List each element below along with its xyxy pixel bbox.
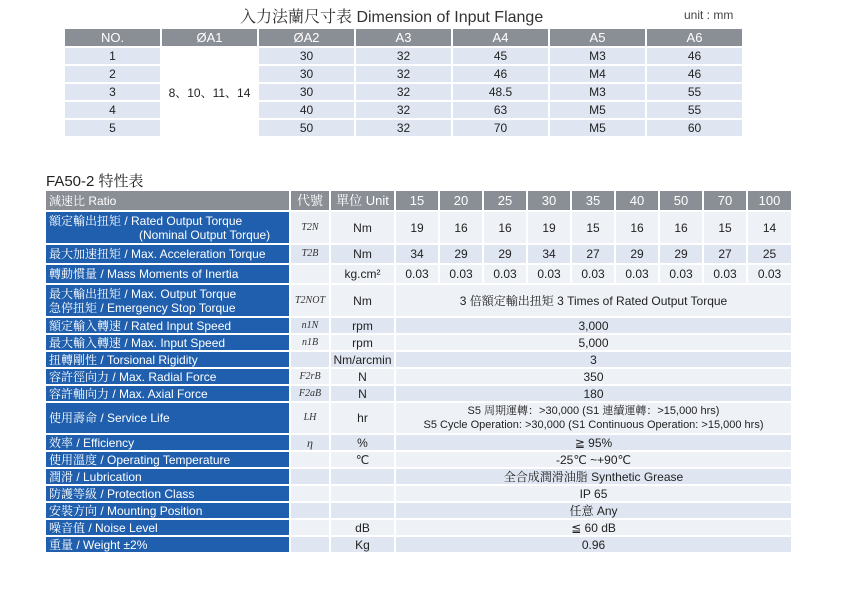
row-label: 潤滑 / Lubrication bbox=[45, 468, 290, 485]
cell-a6: 60 bbox=[646, 119, 743, 137]
cell-a6: 46 bbox=[646, 47, 743, 65]
row-label: 使用溫度 / Operating Temperature bbox=[45, 451, 290, 468]
cell-a1-merged: 8、10、11、14 bbox=[161, 47, 258, 137]
header-ratio-value: 30 bbox=[527, 190, 571, 211]
symbol-cell bbox=[290, 502, 330, 519]
cell-a3: 32 bbox=[355, 65, 452, 83]
spec-row-max-torque bbox=[45, 284, 792, 317]
spec-row-noise bbox=[45, 519, 792, 536]
symbol-cell bbox=[290, 468, 330, 485]
service-life-line1: S5 周期運轉：>30,000 (S1 連續運轉：>15,000 hrs) bbox=[467, 405, 720, 417]
row-label: 使用壽命 / Service Life bbox=[45, 402, 290, 434]
symbol-cell bbox=[290, 351, 330, 368]
unit-cell bbox=[330, 468, 395, 485]
cell-a3: 32 bbox=[355, 119, 452, 137]
spec-row-rated-torque bbox=[45, 211, 792, 244]
row-label: 扭轉剛性 / Torsional Rigidity bbox=[45, 351, 290, 368]
cell-a4: 70 bbox=[452, 119, 549, 137]
cell-no: 3 bbox=[64, 83, 161, 101]
col-header-a4: A4 bbox=[452, 28, 549, 47]
symbol-cell bbox=[290, 485, 330, 502]
value-cell: 0.03 bbox=[439, 264, 483, 284]
unit-cell: Nm/arcmin bbox=[330, 351, 395, 368]
value-cell: 0.03 bbox=[395, 264, 439, 284]
value-cell: 25 bbox=[747, 244, 792, 264]
value-cell: 15 bbox=[703, 211, 747, 244]
col-header-a2: ØA2 bbox=[258, 28, 355, 47]
spec-row-axial-force bbox=[45, 385, 792, 402]
spec-table-title: FA50-2 特性表 bbox=[46, 173, 144, 190]
unit-cell bbox=[330, 502, 395, 519]
unit-cell: kg.cm² bbox=[330, 264, 395, 284]
cell-a5: M3 bbox=[549, 83, 646, 101]
value-cell: 0.03 bbox=[483, 264, 527, 284]
row-label: 容許軸向力 / Max. Axial Force bbox=[45, 385, 290, 402]
value-cell-merged: IP 65 bbox=[395, 485, 792, 502]
cell-a2: 30 bbox=[258, 83, 355, 101]
symbol-cell: F2aB bbox=[290, 385, 330, 402]
row-label-line2: 急停扭矩 / Emergency Stop Torque bbox=[49, 300, 236, 315]
value-cell-merged: 3 倍額定輸出扭矩 3 Times of Rated Output Torque bbox=[395, 284, 792, 317]
symbol-cell: n1N bbox=[290, 317, 330, 334]
symbol-cell: T2NOT bbox=[290, 284, 330, 317]
service-life-line2: S5 Cycle Operation: >30,000 (S1 Continuous Operation: >15,000 hrs) bbox=[423, 419, 764, 431]
row-label-line1: 最大輸出扭矩 / Max. Output Torque bbox=[49, 286, 237, 301]
unit-cell bbox=[330, 485, 395, 502]
cell-a2: 30 bbox=[258, 47, 355, 65]
cell-a3: 32 bbox=[355, 101, 452, 119]
symbol-cell bbox=[290, 536, 330, 553]
spec-row-accel-torque bbox=[45, 244, 792, 264]
spec-table bbox=[44, 189, 793, 554]
value-cell-merged: ≦ 60 dB bbox=[395, 519, 792, 536]
cell-a3: 32 bbox=[355, 47, 452, 65]
cell-a4: 48.5 bbox=[452, 83, 549, 101]
header-ratio-value: 100 bbox=[747, 190, 792, 211]
cell-a5: M5 bbox=[549, 119, 646, 137]
header-symbol: 代號 bbox=[290, 190, 330, 211]
symbol-cell: F2rB bbox=[290, 368, 330, 385]
value-cell-merged: 0.96 bbox=[395, 536, 792, 553]
unit-cell: N bbox=[330, 368, 395, 385]
unit-cell: rpm bbox=[330, 317, 395, 334]
header-ratio: 減速比 Ratio bbox=[45, 190, 290, 211]
value-cell: 0.03 bbox=[571, 264, 615, 284]
header-ratio-value: 50 bbox=[659, 190, 703, 211]
row-label bbox=[45, 211, 290, 244]
value-cell: 29 bbox=[483, 244, 527, 264]
unit-cell: Nm bbox=[330, 211, 395, 244]
col-header-a5: A5 bbox=[549, 28, 646, 47]
symbol-cell bbox=[290, 519, 330, 536]
symbol-cell: LH bbox=[290, 402, 330, 434]
unit-cell: rpm bbox=[330, 334, 395, 351]
row-label: 效率 / Efficiency bbox=[45, 434, 290, 451]
value-cell: 15 bbox=[571, 211, 615, 244]
header-ratio-value: 35 bbox=[571, 190, 615, 211]
cell-no: 4 bbox=[64, 101, 161, 119]
flange-dimension-table bbox=[63, 27, 744, 138]
cell-a5: M4 bbox=[549, 65, 646, 83]
symbol-cell: T2B bbox=[290, 244, 330, 264]
symbol-cell: n1B bbox=[290, 334, 330, 351]
spec-row-efficiency bbox=[45, 434, 792, 451]
table-row bbox=[64, 47, 743, 65]
cell-a2: 40 bbox=[258, 101, 355, 119]
spec-row-radial-force bbox=[45, 368, 792, 385]
cell-a2: 30 bbox=[258, 65, 355, 83]
row-label bbox=[45, 284, 290, 317]
unit-cell: Nm bbox=[330, 244, 395, 264]
row-label: 安裝方向 / Mounting Position bbox=[45, 502, 290, 519]
value-cell-merged: 3 bbox=[395, 351, 792, 368]
value-cell: 16 bbox=[439, 211, 483, 244]
value-cell: 27 bbox=[571, 244, 615, 264]
cell-a4: 46 bbox=[452, 65, 549, 83]
value-cell: 29 bbox=[439, 244, 483, 264]
spec-row-rigidity bbox=[45, 351, 792, 368]
header-ratio-value: 25 bbox=[483, 190, 527, 211]
value-cell: 0.03 bbox=[747, 264, 792, 284]
unit-cell: N bbox=[330, 385, 395, 402]
spec-row-inertia bbox=[45, 264, 792, 284]
spec-row-service-life bbox=[45, 402, 792, 434]
value-cell: 16 bbox=[483, 211, 527, 244]
unit-cell: Kg bbox=[330, 536, 395, 553]
spec-row-rated-speed bbox=[45, 317, 792, 334]
symbol-cell bbox=[290, 264, 330, 284]
row-label: 容許徑向力 / Max. Radial Force bbox=[45, 368, 290, 385]
col-header-a1: ØA1 bbox=[161, 28, 258, 47]
spec-row-lubrication bbox=[45, 468, 792, 485]
value-cell-merged: ≧ 95% bbox=[395, 434, 792, 451]
row-label: 轉動慣量 / Mass Moments of Inertia bbox=[45, 264, 290, 284]
row-label: 額定輸入轉速 / Rated Input Speed bbox=[45, 317, 290, 334]
flange-header-row bbox=[64, 28, 743, 47]
cell-a6: 55 bbox=[646, 101, 743, 119]
value-cell-merged: 180 bbox=[395, 385, 792, 402]
row-label: 最大輸入轉速 / Max. Input Speed bbox=[45, 334, 290, 351]
cell-a4: 45 bbox=[452, 47, 549, 65]
value-cell-merged: 全合成潤滑油脂 Synthetic Grease bbox=[395, 468, 792, 485]
symbol-cell: η bbox=[290, 434, 330, 451]
cell-a4: 63 bbox=[452, 101, 549, 119]
value-cell: 29 bbox=[659, 244, 703, 264]
cell-no: 5 bbox=[64, 119, 161, 137]
value-cell-merged: 350 bbox=[395, 368, 792, 385]
cell-a5: M3 bbox=[549, 47, 646, 65]
row-label: 噪音值 / Noise Level bbox=[45, 519, 290, 536]
spec-row-temperature bbox=[45, 451, 792, 468]
symbol-cell: T2N bbox=[290, 211, 330, 244]
col-header-a3: A3 bbox=[355, 28, 452, 47]
flange-table-title: 入力法蘭尺寸表 Dimension of Input Flange bbox=[240, 9, 544, 26]
value-cell: 34 bbox=[527, 244, 571, 264]
unit-cell: % bbox=[330, 434, 395, 451]
value-cell: 27 bbox=[703, 244, 747, 264]
value-cell-merged: -25℃ ~+90℃ bbox=[395, 451, 792, 468]
cell-a3: 32 bbox=[355, 83, 452, 101]
header-ratio-value: 70 bbox=[703, 190, 747, 211]
spec-row-max-speed bbox=[45, 334, 792, 351]
header-ratio-value: 40 bbox=[615, 190, 659, 211]
unit-cell: dB bbox=[330, 519, 395, 536]
spec-header-row bbox=[45, 190, 792, 211]
value-cell: 0.03 bbox=[615, 264, 659, 284]
value-cell-merged: 3,000 bbox=[395, 317, 792, 334]
row-label: 最大加速扭矩 / Max. Acceleration Torque bbox=[45, 244, 290, 264]
value-cell-merged bbox=[395, 402, 792, 434]
cell-no: 2 bbox=[64, 65, 161, 83]
col-header-no: NO. bbox=[64, 28, 161, 47]
header-ratio-value: 20 bbox=[439, 190, 483, 211]
row-label: 防護等級 / Protection Class bbox=[45, 485, 290, 502]
value-cell: 19 bbox=[395, 211, 439, 244]
cell-a6: 55 bbox=[646, 83, 743, 101]
value-cell: 0.03 bbox=[703, 264, 747, 284]
row-label-line1: 額定輸出扭矩 / Rated Output Torque bbox=[49, 213, 243, 228]
value-cell: 0.03 bbox=[659, 264, 703, 284]
row-label: 重量 / Weight ±2% bbox=[45, 536, 290, 553]
value-cell: 34 bbox=[395, 244, 439, 264]
value-cell: 16 bbox=[615, 211, 659, 244]
value-cell: 16 bbox=[659, 211, 703, 244]
unit-cell: ℃ bbox=[330, 451, 395, 468]
value-cell-merged: 任意 Any bbox=[395, 502, 792, 519]
cell-a6: 46 bbox=[646, 65, 743, 83]
cell-no: 1 bbox=[64, 47, 161, 65]
spec-row-protection bbox=[45, 485, 792, 502]
col-header-a6: A6 bbox=[646, 28, 743, 47]
cell-a5: M5 bbox=[549, 101, 646, 119]
unit-cell: Nm bbox=[330, 284, 395, 317]
header-ratio-value: 15 bbox=[395, 190, 439, 211]
symbol-cell bbox=[290, 451, 330, 468]
flange-unit-label: unit : mm bbox=[684, 8, 734, 22]
value-cell: 29 bbox=[615, 244, 659, 264]
value-cell: 0.03 bbox=[527, 264, 571, 284]
row-label-line2: (Nominal Output Torque) bbox=[139, 227, 271, 242]
cell-a2: 50 bbox=[258, 119, 355, 137]
unit-cell: hr bbox=[330, 402, 395, 434]
value-cell: 19 bbox=[527, 211, 571, 244]
header-unit: 單位 Unit bbox=[330, 190, 395, 211]
value-cell-merged: 5,000 bbox=[395, 334, 792, 351]
spec-row-mounting bbox=[45, 502, 792, 519]
spec-row-weight bbox=[45, 536, 792, 553]
value-cell: 14 bbox=[747, 211, 792, 244]
